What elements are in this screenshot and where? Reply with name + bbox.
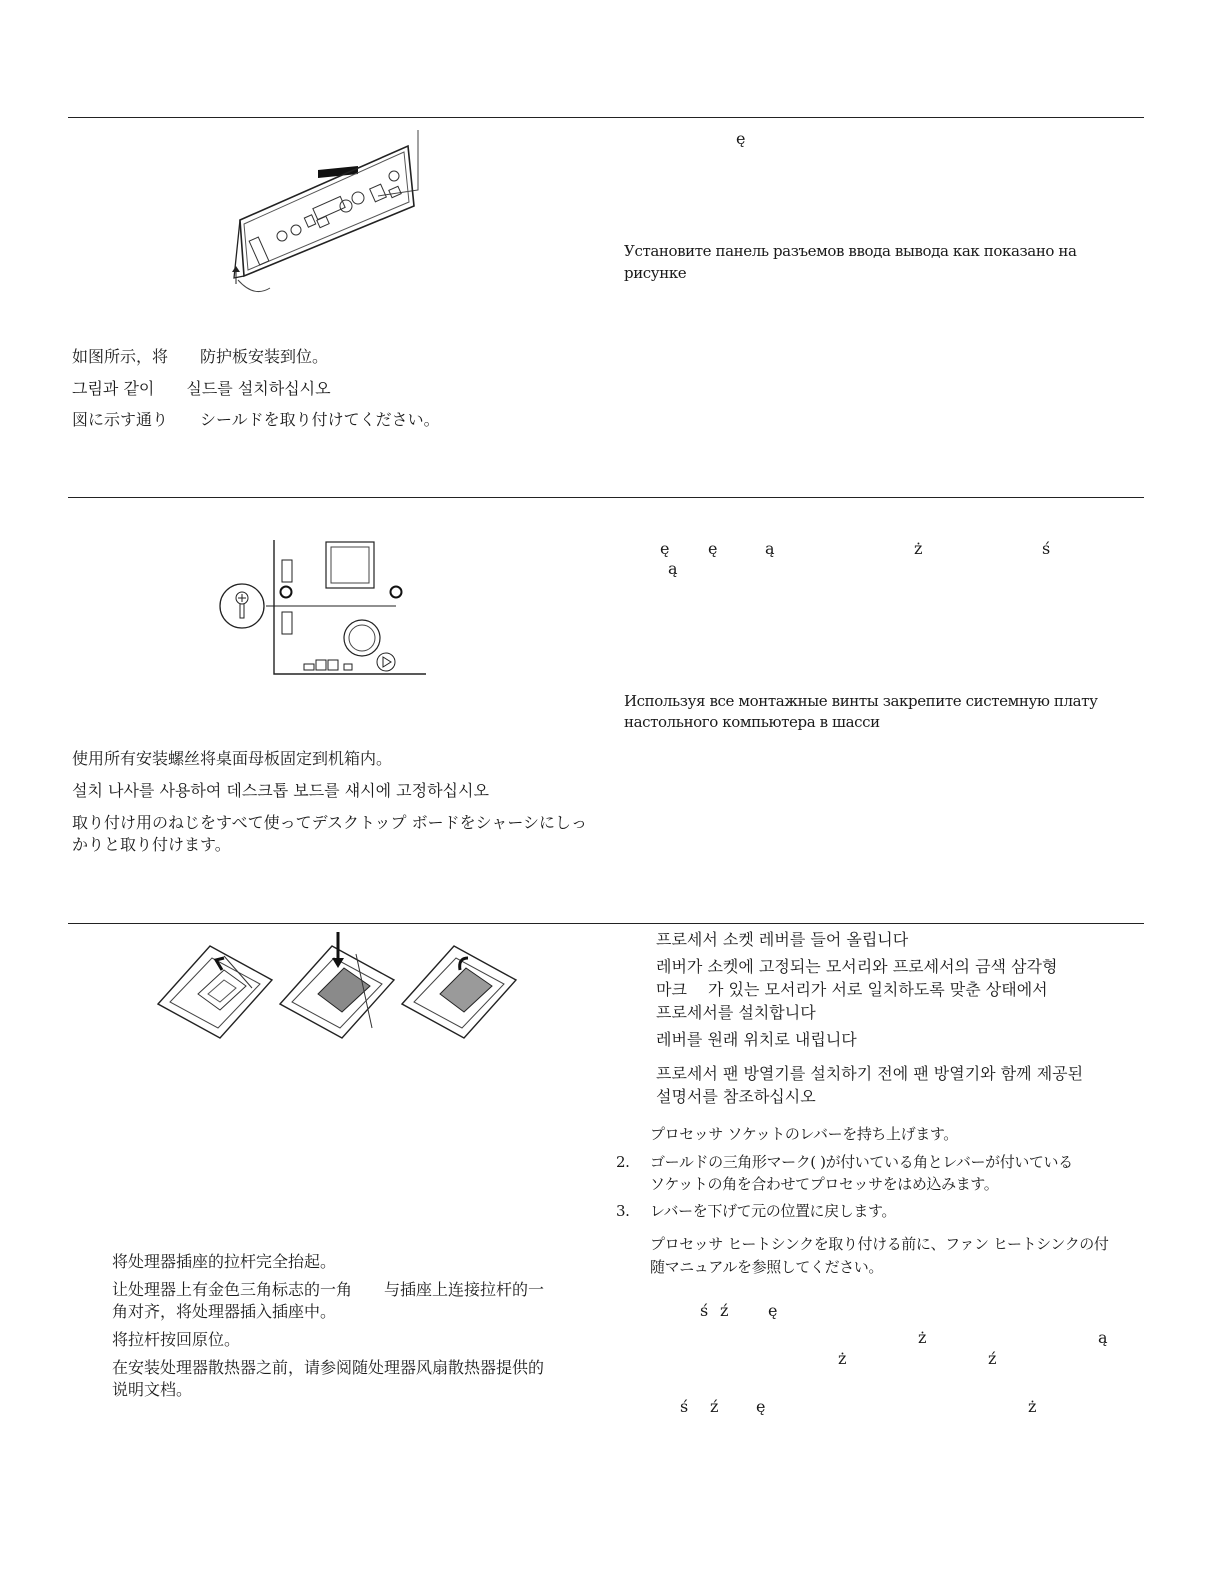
section-divider-2 bbox=[68, 497, 1144, 498]
chinese-instruction: 使用所有安装螺丝将桌面母板固定到机箱内。 bbox=[72, 749, 393, 768]
chinese-step-1: 将处理器插座的拉杆完全抬起。 bbox=[112, 1252, 337, 1271]
polish-fragment-4: ż bbox=[914, 539, 923, 558]
polish-fragment-d2: ź bbox=[710, 1397, 719, 1416]
polish-fragment-d4: ż bbox=[1028, 1397, 1037, 1416]
polish-fragment-5: ś bbox=[1042, 539, 1051, 558]
chinese-step-2-line-2: 角对齐，将处理器插入插座中。 bbox=[112, 1302, 337, 1321]
polish-fragment-c2: ź bbox=[988, 1349, 997, 1368]
polish-fragment-a3: ę bbox=[768, 1301, 778, 1320]
chinese-note-line-2: 说明文档。 bbox=[112, 1380, 193, 1399]
polish-fragment-d3: ę bbox=[756, 1397, 766, 1416]
japanese-instruction-line-2: かりと取り付けます。 bbox=[72, 835, 231, 854]
polish-fragment-b2: ą bbox=[1098, 1328, 1108, 1347]
polish-fragment-3: ą bbox=[765, 539, 775, 558]
polish-fragment-b1: ż bbox=[918, 1328, 927, 1347]
japanese-note-line-1: プロセッサ ヒートシンクを取り付ける前に、ファン ヒートシンクの付 bbox=[650, 1235, 1109, 1253]
japanese-step-1: プロセッサ ソケットのレバーを持ち上げます。 bbox=[650, 1125, 958, 1143]
korean-step-line-4: 프로세서를 설치합니다 bbox=[656, 1003, 816, 1022]
section-divider-1 bbox=[68, 117, 1144, 118]
polish-fragment-6: ą bbox=[668, 559, 678, 578]
polish-fragment-a1: ś bbox=[700, 1301, 709, 1320]
polish-fragment-2: ę bbox=[708, 539, 718, 558]
chinese-note-line-1: 在安装处理器散热器之前，请参阅随处理器风扇散热器提供的 bbox=[112, 1358, 545, 1377]
korean-instruction: 그림과 같이 실드를 설치하십시오 bbox=[72, 379, 331, 398]
polish-fragment-1: ę bbox=[660, 539, 670, 558]
japanese-step-2-number: 2. bbox=[616, 1153, 630, 1171]
japanese-note-line-2: 随マニュアルを参照してください。 bbox=[650, 1258, 884, 1276]
korean-step-line-3: 마크 가 있는 모서리가 서로 일치하도록 맞춘 상태에서 bbox=[656, 980, 1048, 999]
polish-fragment-a2: ź bbox=[720, 1301, 729, 1320]
russian-instruction-line-2: настольного компьютера в шасси bbox=[624, 713, 880, 731]
korean-note-line-1: 프로세서 팬 방열기를 설치하기 전에 팬 방열기와 함께 제공된 bbox=[656, 1064, 1084, 1083]
japanese-instruction: 図に示す通り シールドを取り付けてください。 bbox=[72, 410, 440, 429]
russian-instruction-line-1: Используя все монтажные винты закрепите системную плату bbox=[624, 692, 1098, 710]
polish-fragment-c1: ż bbox=[838, 1349, 847, 1368]
russian-instruction-line-2: рисунке bbox=[624, 264, 687, 282]
japanese-instruction-line-1: 取り付け用のねじをすべて使ってデスクトップ ボードをシャーシにしっ bbox=[72, 813, 588, 832]
io-shield-illustration bbox=[218, 128, 438, 298]
japanese-step-3: レバーを下げて元の位置に戻します。 bbox=[650, 1202, 896, 1220]
chinese-instruction: 如图所示，将 防护板安装到位。 bbox=[72, 347, 329, 366]
board-screw-illustration bbox=[210, 534, 434, 680]
polish-fragment: ę bbox=[736, 129, 746, 148]
polish-fragment-d1: ś bbox=[680, 1397, 689, 1416]
korean-instruction: 설치 나사를 사용하여 데스크톱 보드를 섀시에 고정하십시오 bbox=[72, 781, 489, 800]
russian-instruction-line-1: Установите панель разъемов ввода вывода как показано на bbox=[624, 242, 1077, 260]
japanese-step-2-line-2: ソケットの角を合わせてプロセッサをはめ込みます。 bbox=[650, 1175, 999, 1193]
section-divider-3 bbox=[68, 923, 1144, 924]
japanese-step-3-number: 3. bbox=[616, 1202, 630, 1220]
korean-step-line-1: 프로세서 소켓 레버를 들어 올립니다 bbox=[656, 930, 909, 949]
chinese-step-3: 将拉杆按回原位。 bbox=[112, 1330, 241, 1349]
japanese-step-2-line-1: ゴールドの三角形マーク( )が付いている角とレバーが付いている bbox=[650, 1153, 1073, 1171]
korean-step-line-2: 레버가 소켓에 고정되는 모서리와 프로세서의 금색 삼각형 bbox=[656, 957, 1058, 976]
korean-note-line-2: 설명서를 참조하십시오 bbox=[656, 1087, 816, 1106]
korean-step-line-5: 레버를 원래 위치로 내립니다 bbox=[656, 1030, 857, 1049]
processor-socket-illustration bbox=[152, 930, 532, 1060]
chinese-step-2-line-1: 让处理器上有金色三角标志的一角 与插座上连接拉杆的一 bbox=[112, 1280, 545, 1299]
